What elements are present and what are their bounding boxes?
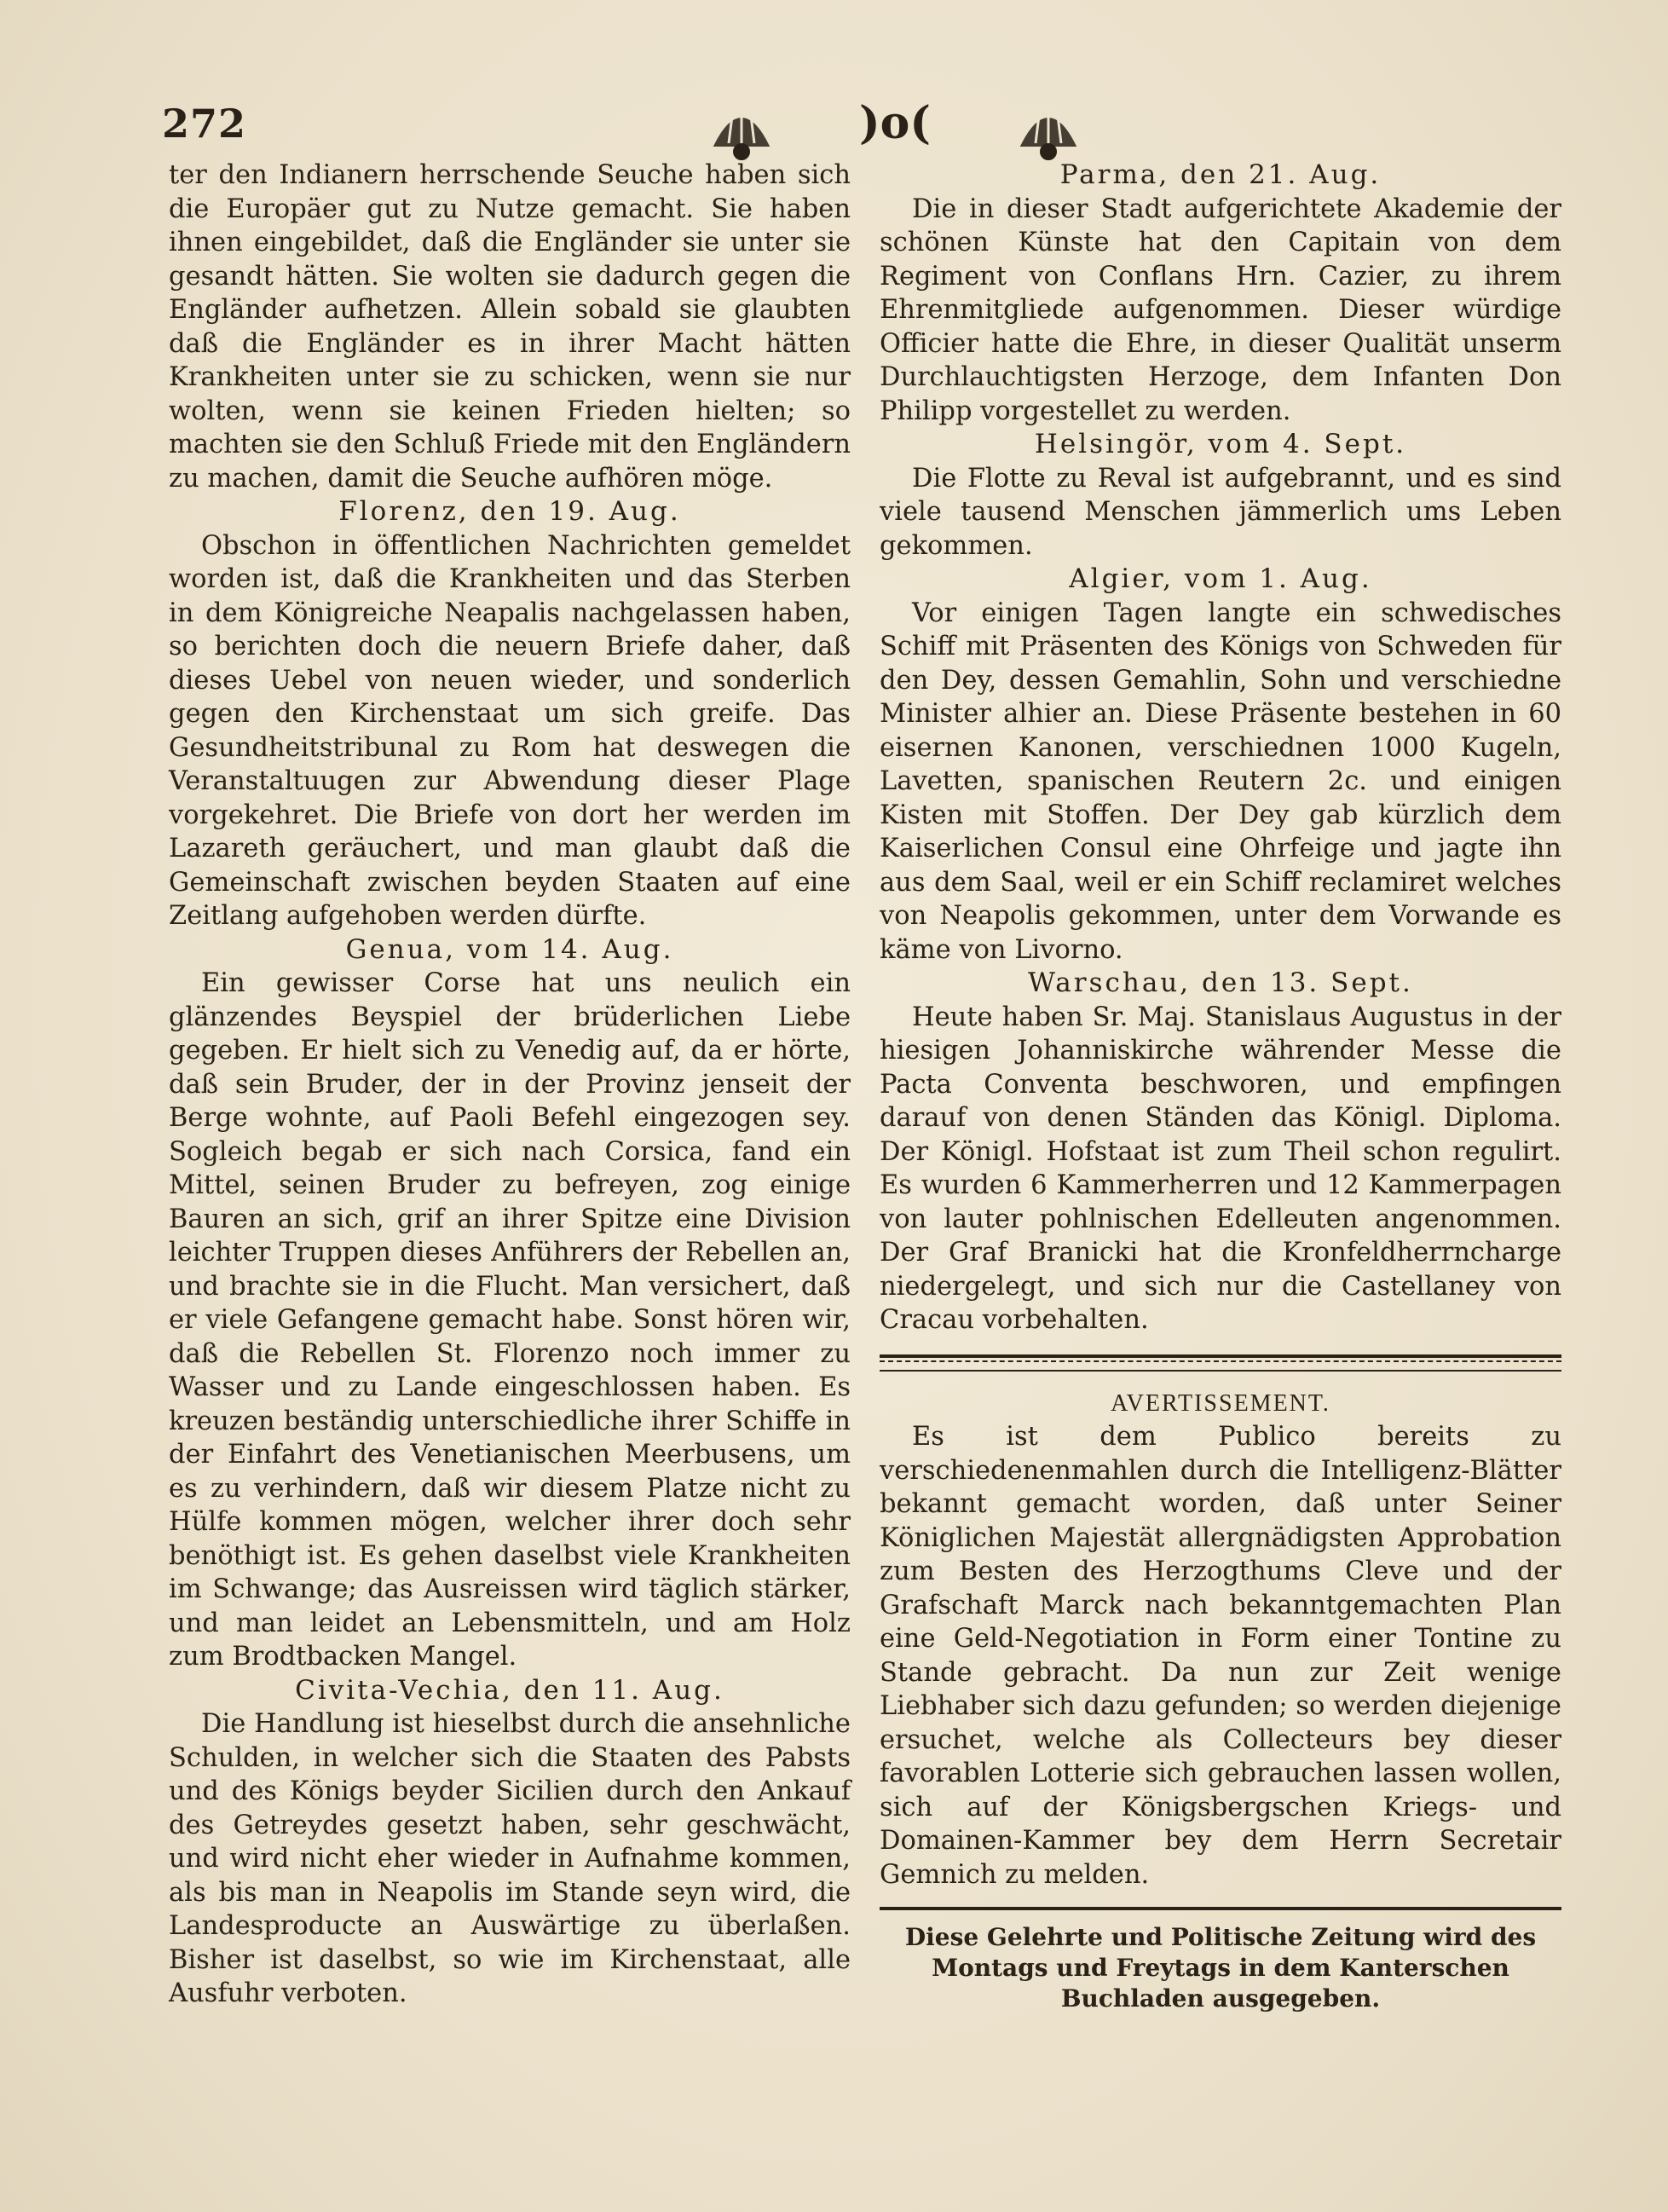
- right-shell-icon: [1023, 102, 1074, 159]
- dateline-genua: Genua, vom 14. Aug.: [345, 933, 674, 965]
- center-ornament: )o(: [859, 97, 931, 149]
- article-genua: Ein gewisser Corse hat uns neulich ein glänzendes Beyspiel der brüderlichen Liebe gegeben. Er hielt sich zu Venedig auf, da er hörte, daß sein Bruder, der in der Provinz jenseit der Berge wohnte, auf Paoli Befehl eingezogen sey. Sogleich begab er sich nach Corsica, fand ein Mittel, seinen Bruder zu befreyen, zog einige Bauren an sich, grif an ihrer Spitze eine Division leichter Truppen dieses Anführers der Rebellen an, und brachte sie in die Flucht. Man versichert, daß er viele Gefangene gemacht habe. Sonst hören wir, daß die Rebellen St. Florenzo noch immer zu Wasser und zu Lande eingeschlossen haben. Es kreuzen beständig unterschiedliche ihrer Schiffe in der Einfahrt des Venetianischen Meerbusens, um es zu verhindern, daß wir diesem Platze nicht zu Hülfe kommen mögen, welcher ihrer doch sehr benöthigt ist. Es gehen daselbst viele Krankheiten im Schwange; das Ausreissen wird täglich stärker, und man leidet an Lebensmitteln, und am Holz zum Brodtbacken Mangel.: [169, 968, 851, 1672]
- footer-divider: [880, 1907, 1561, 1910]
- article-civita-vechia: Die Handlung ist hieselbst durch die ansehnliche Schulden, in welcher sich die Staaten des Pabsts und des Königs beyder Sicilien durch den Ankauf des Getreydes gesetzt haben, sehr geschwächt, und wird nicht eher wieder in Aufnahme kommen, als bis man in Neapolis im Stande seyn wird, die Landesproducte an Auswärtige zu überlaßen. Bisher ist daselbst, so wie im Kirchenstaat, alle Ausfuhr verboten.: [169, 1709, 851, 2008]
- article-algier: Vor einigen Tagen langte ein schwedisches Schiff mit Präsenten des Königs von Schweden für den Dey, dessen Gemahlin, Sohn und verschiedne Minister alhier an. Diese Präsente bestehen in 60 eisernen Kanonen, verschiednen 1000 Kugeln, Lavetten, spanischen Reutern 2c. und einigen Kisten mit Stoffen. Der Dey gab kürzlich dem Kaiserlichen Consul eine Ohrfeige und jagte ihn aus dem Saal, weil er ein Schiff reclamiret welches von Neapolis gekommen, unter dem Vorwande es käme von Livorno.: [880, 598, 1561, 965]
- left-shell-icon: [716, 102, 767, 159]
- dateline-helsingoer: Helsingör, vom 4. Sept.: [1034, 429, 1407, 459]
- right-column: [880, 159, 1561, 2014]
- dateline-warschau: Warschau, den 13. Sept.: [1028, 967, 1413, 998]
- page-header: [162, 85, 1506, 162]
- section-divider: [880, 1354, 1561, 1372]
- dateline-florenz: Florenz, den 19. Aug.: [338, 496, 681, 527]
- article-florenz: Obschon in öffentlichen Nachrichten gemeldet worden ist, daß die Krankheiten und das Sterben in dem Königreiche Neapalis nachgelassen haben, so berichten doch die neuern Briefe daher, daß dieses Uebel von neuen wieder, und sonderlich gegen den Kirchenstaat um sich greife. Das Gesundheitstribunal zu Rom hat deswegen die Veranstaltuugen zur Abwendung dieser Plage vorgekehret. Die Briefe von dort her werden im Lazareth geräuchert, und man glaubt daß die Gemeinschaft zwischen beyden Staaten auf eine Zeitlang aufgehoben werden dürfte.: [169, 530, 851, 931]
- article-warschau: Heute haben Sr. Maj. Stanislaus Augustus in der hiesigen Johanniskirche währender Messe die Pacta Conventa beschworen, und empfingen darauf von denen Ständen das Königl. Diploma. Der Königl. Hofstaat ist zum Theil schon regulirt. Es wurden 6 Kammerherren und 12 Kammerpagen von lauter pohlnischen Edelleuten angenommen. Der Graf Branicki hat die Kronfeldherrncharge niedergelegt, und sich nur die Castellaney von Cracau vorbehalten.: [880, 1002, 1561, 1335]
- article-parma: Die in dieser Stadt aufgerichtete Akademie der schönen Künste hat den Capitain von dem Regiment von Conflans Hrn. Cazier, zu ihrem Ehrenmitgliede aufgenommen. Dieser würdige Officier hatte die Ehre, in dieser Qualität unserm Durchlauchtigsten Herzoge, dem Infanten Don Philipp vorgestellet zu werden.: [880, 193, 1561, 426]
- page-number: 272: [162, 101, 247, 147]
- left-column: [169, 159, 851, 2011]
- avertissement-text: Es ist dem Publico bereits zu verschiedenenmahlen durch die Intelligenz-Blätter bekannt gemacht worden, daß unter Seiner Königlichen Majestät allergnädigsten Approbation zum Besten des Herzogthums Cleve und der Grafschaft Marck nach bekanntgemachten Plan eine Geld-Negotiation in Form einer Tontine zu Stande gebracht. Da nun zur Zeit wenige Liebhaber sich dazu gefunden; so werden diejenige ersuchet, welche als Collecteurs bey dieser favorablen Lotterie sich gebrauchen lassen wollen, sich auf der Königsbergschen Kriegs- und Domainen-Kammer bey dem Herrn Secretair Gemnich zu melden.: [880, 1422, 1561, 1890]
- dateline-parma: Parma, den 21. Aug.: [1059, 159, 1382, 190]
- avertissement-title: AVERTISSEMENT.: [1111, 1389, 1330, 1417]
- article-continuation: ter den Indianern herrschende Seuche haben sich die Europäer gut zu Nutze gemacht. Sie haben ihnen eingebildet, daß die Engländer sie unter sie gesandt hätten. Sie wolten sie dadurch gegen die Engländer aufhetzen. Allein sobald sie glaubten daß die Engländer es in ihrer Macht hätten Krankheiten unter sie zu schicken, wenn sie nur wolten, wenn sie keinen Frieden hielten; so machten sie den Schluß Friede mit den Engländern zu machen, damit die Seuche aufhören möge.: [169, 160, 851, 494]
- shell-ornament-icon: [673, 85, 1117, 162]
- dateline-civita-vechia: Civita-Vechia, den 11. Aug.: [295, 1674, 724, 1706]
- article-helsingoer: Die Flotte zu Reval ist aufgebrannt, und es sind viele tausend Menschen jämmerlich ums Leben gekommen.: [880, 463, 1561, 561]
- publication-note: Diese Gelehrte und Politische Zeitung wird des Montags und Freytags in dem Kanterschen Buchladen ausgegeben.: [904, 1923, 1537, 2013]
- dateline-algier: Algier, vom 1. Aug.: [1069, 563, 1372, 594]
